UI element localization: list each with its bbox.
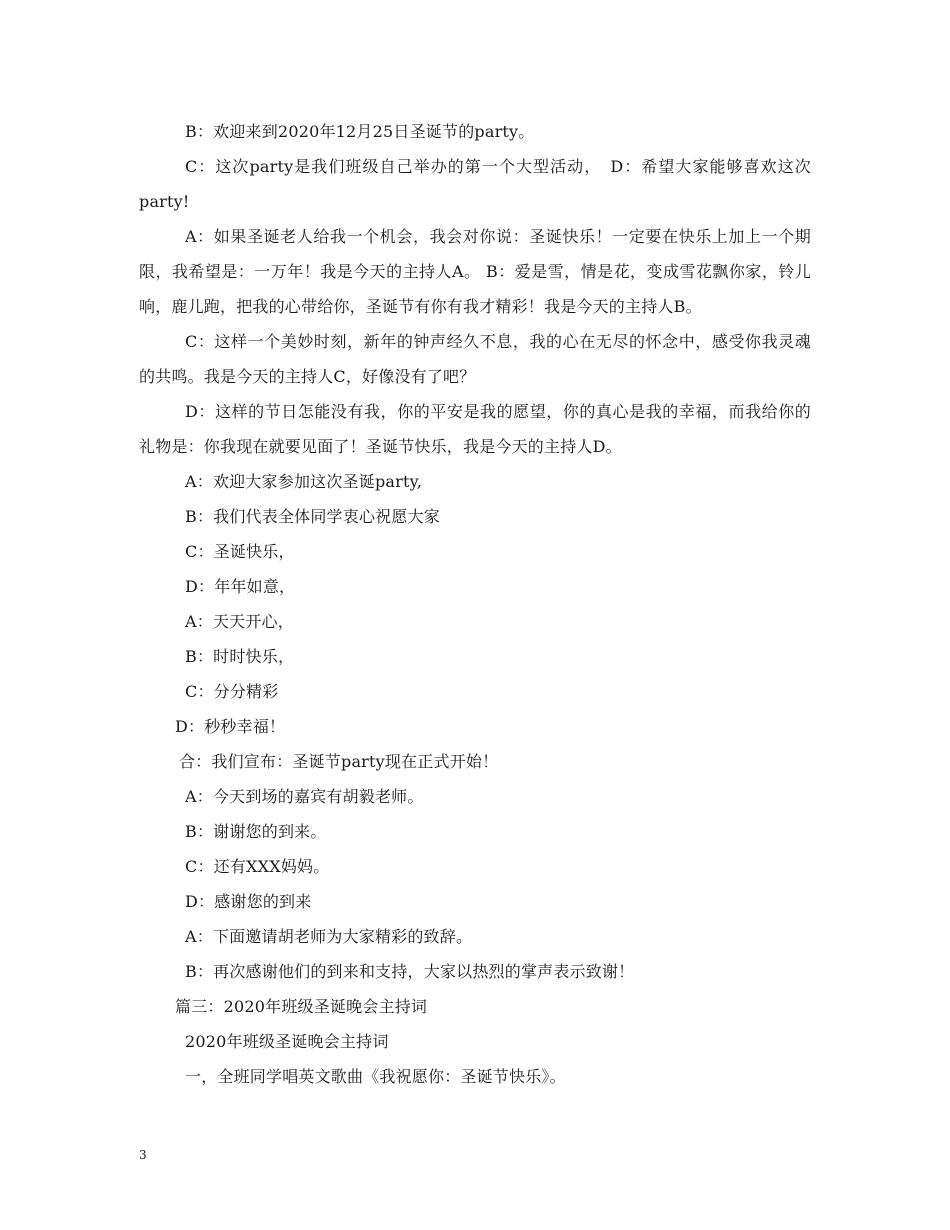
- paragraph: 一，全班同学唱英文歌曲《我祝愿你：圣诞节快乐》。: [185, 1067, 566, 1086]
- paragraph: B：谢谢您的到来。: [185, 822, 327, 841]
- paragraph: B：时时快乐，: [185, 647, 295, 666]
- paragraph: C：这样一个美妙时刻，新年的钟声经久不息，我的心在无尽的怀念中，感受你我灵魂的共鸣。我是今天的主持人C，好像没有了吧？: [139, 332, 811, 386]
- subheading: 2020年班级圣诞晚会主持词: [185, 1032, 389, 1051]
- paragraph: C：还有XXX妈妈。: [185, 857, 330, 876]
- paragraph: D：年年如意，: [185, 577, 296, 596]
- paragraph: A：今天到场的嘉宾有胡毅老师。: [185, 787, 424, 806]
- paragraph: B：欢迎来到2020年12月25日圣诞节的party。: [185, 122, 535, 141]
- page-number: 3: [139, 1148, 147, 1162]
- section-heading: 篇三：2020年班级圣诞晚会主持词: [175, 997, 428, 1016]
- paragraph: B：再次感谢他们的到来和支持，大家以热烈的掌声表示致谢！: [185, 962, 635, 981]
- document-body: [139, 114, 811, 1094]
- paragraph: A：如果圣诞老人给我一个机会，我会对你说：圣诞快乐！一定要在快乐上加上一个期限，我希望是：一万年！我是今天的主持人A。 B：爱是雪，情是花，变成雪花飘你家，铃儿响，鹿儿跑，把我的心带给你，圣诞节有你有我才精彩！我是今天的主持人B。: [139, 227, 811, 316]
- paragraph: A：天天开心，: [185, 612, 294, 631]
- paragraph: 合：我们宣布：圣诞节party现在正式开始！: [179, 752, 499, 771]
- paragraph: A：下面邀请胡老师为大家精彩的致辞。: [185, 927, 473, 946]
- paragraph: D：秒秒幸福！: [175, 717, 286, 736]
- paragraph: C：这次party是我们班级自己举办的第一个大型活动， D：希望大家能够喜欢这次party!: [139, 157, 811, 211]
- paragraph: B：我们代表全体同学衷心祝愿大家: [185, 507, 440, 526]
- paragraph: D：这样的节日怎能没有我，你的平安是我的愿望，你的真心是我的幸福，而我给你的礼物是：你我现在就要见面了！圣诞节快乐，我是今天的主持人D。: [139, 402, 811, 456]
- paragraph: D：感谢您的到来: [185, 892, 312, 911]
- paragraph: C：圣诞快乐，: [185, 542, 295, 561]
- paragraph: C：分分精彩: [185, 682, 279, 701]
- paragraph: A：欢迎大家参加这次圣诞party,: [185, 472, 423, 491]
